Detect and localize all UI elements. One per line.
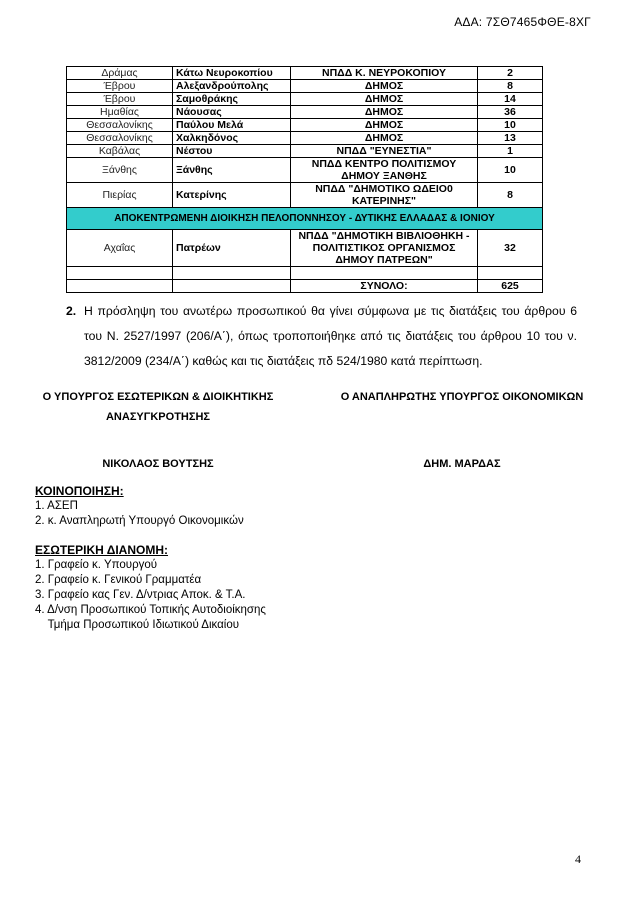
municipality-cell: Νάουσας bbox=[173, 106, 291, 119]
table-row bbox=[67, 145, 543, 158]
prefecture-cell: Θεσσαλονίκης bbox=[67, 132, 173, 145]
paragraph-text: Η πρόσληψη του ανωτέρω προσωπικού θα γίνει σύμφωνα με τις διατάξεις του άρθρου 6 του Ν. 2527/1997 (206/Α΄), όπως τροποποιήθηκε από τις διατάξεις του άρθρου 10 του ν. 3812/2009 (234/Α΄) καθώς και τις διατάξεις πδ 524/1980 κατά περίπτωση. bbox=[84, 304, 577, 368]
positions-cell: 36 bbox=[478, 106, 543, 119]
entity-cell: ΔΗΜΟΣ bbox=[291, 106, 478, 119]
municipality-cell: Αλεξανδρούπολης bbox=[173, 80, 291, 93]
table-row bbox=[67, 93, 543, 106]
ada-code: ΑΔΑ: 7ΣΘ7465ΦΘΕ-8ΧΓ bbox=[454, 15, 591, 29]
list-item: 1. ΑΣΕΠ bbox=[35, 500, 78, 512]
table-row bbox=[67, 119, 543, 132]
table-row bbox=[67, 67, 543, 80]
entity-cell: ΝΠΔΔ "ΔΗΜΟΤΙΚΗ ΒΙΒΛΙΟΘΗΚΗ - ΠΟΛΙΤΙΣΤΙΚΟΣ ΟΡΓΑΝΙΣΜΟΣ ΔΗΜΟΥ ΠΑΤΡΕΩΝ" bbox=[291, 230, 478, 267]
prefecture-cell: Θεσσαλονίκης bbox=[67, 119, 173, 132]
table-row bbox=[67, 158, 543, 183]
positions-cell: 10 bbox=[478, 119, 543, 132]
left-title-2: ΑΝΑΣΥΓΚΡΟΤΗΣΗΣ bbox=[105, 411, 211, 423]
list-item: 1. Γραφείο κ. Υπουργού bbox=[35, 559, 158, 571]
positions-cell: 13 bbox=[478, 132, 543, 145]
paragraph-number: 2. bbox=[66, 304, 77, 318]
municipality-cell: Νέστου bbox=[173, 145, 291, 158]
prefecture-cell: Ξάνθης bbox=[67, 158, 173, 183]
positions-cell: 32 bbox=[478, 230, 543, 267]
positions-cell: 8 bbox=[478, 183, 543, 208]
table-row bbox=[67, 183, 543, 208]
internal-distribution-section bbox=[35, 543, 266, 633]
entity-cell: ΝΠΔΔ Κ. ΝΕΥΡΟΚΟΠΙΟΥ bbox=[291, 67, 478, 80]
municipality-cell: Κάτω Νευροκοπίου bbox=[173, 67, 291, 80]
right-title: Ο ΑΝΑΠΛΗΡΩΤΗΣ ΥΠΟΥΡΓΟΣ ΟΙΚΟΝΟΜΙΚΩΝ bbox=[340, 391, 584, 403]
entity-cell: ΝΠΔΔ "ΔΗΜΟΤΙΚΟ ΩΔΕΙΟ0 ΚΑΤΕΡΙΝΗΣ" bbox=[291, 183, 478, 208]
list-item: 2. κ. Αναπληρωτή Υπουργό Οικονομικών bbox=[35, 515, 244, 527]
list-item: 3. Γραφείο κας Γεν. Δ/ντριας Αποκ. & Τ.Α. bbox=[35, 589, 246, 601]
prefecture-cell: Πιερίας bbox=[67, 183, 173, 208]
total-label: ΣΥΝΟΛΟ: bbox=[291, 280, 478, 293]
entity-cell: ΔΗΜΟΣ bbox=[291, 119, 478, 132]
municipality-cell: Πατρέων bbox=[173, 230, 291, 267]
municipality-cell: Σαμοθράκης bbox=[173, 93, 291, 106]
entity-cell: ΝΠΔΔ "ΕΥΝΕΣΤΙΑ" bbox=[291, 145, 478, 158]
positions-cell: 14 bbox=[478, 93, 543, 106]
table-row bbox=[67, 230, 543, 267]
right-signatory-name: ΔΗΜ. ΜΑΡΔΑΣ bbox=[423, 458, 501, 470]
positions-cell: 1 bbox=[478, 145, 543, 158]
prefecture-cell: Έβρου bbox=[67, 93, 173, 106]
left-title-1: Ο ΥΠΟΥΡΓΟΣ ΕΣΩΤΕΡΙΚΩΝ & ΔΙΟΙΚΗΤΙΚΗΣ bbox=[42, 391, 274, 403]
empty-row bbox=[67, 267, 543, 280]
entity-cell: ΔΗΜΟΣ bbox=[291, 132, 478, 145]
signature-left bbox=[38, 387, 278, 427]
region-row bbox=[67, 208, 543, 230]
left-signatory-name: ΝΙΚΟΛΑΟΣ ΒΟΥΤΣΗΣ bbox=[102, 458, 214, 470]
list-item: 2. Γραφείο κ. Γενικού Γραμματέα bbox=[35, 574, 202, 586]
table-row bbox=[67, 80, 543, 93]
notification-heading: ΚΟΙΝΟΠΟΙΗΣΗ: bbox=[35, 484, 124, 498]
municipality-cell: Κατερίνης bbox=[173, 183, 291, 208]
prefecture-cell: Καβάλας bbox=[67, 145, 173, 158]
entity-cell: ΔΗΜΟΣ bbox=[291, 93, 478, 106]
internal-heading: ΕΣΩΤΕΡΙΚΗ ΔΙΑΝΟΜΗ: bbox=[35, 543, 169, 557]
positions-cell: 2 bbox=[478, 67, 543, 80]
municipality-cell: Ξάνθης bbox=[173, 158, 291, 183]
table-row bbox=[67, 106, 543, 119]
total-value: 625 bbox=[478, 280, 543, 293]
total-row bbox=[67, 280, 543, 293]
positions-cell: 10 bbox=[478, 158, 543, 183]
paragraph-2 bbox=[66, 299, 577, 374]
prefecture-cell: Αχαΐας bbox=[67, 230, 173, 267]
prefecture-cell: Δράμας bbox=[67, 67, 173, 80]
list-item: 4. Δ/νση Προσωπικού Τοπικής Αυτοδιοίκησης bbox=[35, 604, 266, 616]
prefecture-cell: Έβρου bbox=[67, 80, 173, 93]
region-title: ΑΠΟΚΕΝΤΡΩΜΕΝΗ ΔΙΟΙΚΗΣΗ ΠΕΛΟΠΟΝΝΗΣΟΥ - ΔΥΤΙΚΗΣ ΕΛΛΑΔΑΣ & ΙΟΝΙΟΥ bbox=[67, 208, 543, 230]
notification-section bbox=[35, 484, 244, 529]
positions-table bbox=[66, 66, 543, 293]
list-item: Τμήμα Προσωπικού Ιδιωτικού Δικαίου bbox=[35, 619, 240, 631]
page-number: 4 bbox=[575, 852, 581, 866]
prefecture-cell: Ημαθίας bbox=[67, 106, 173, 119]
positions-cell: 8 bbox=[478, 80, 543, 93]
entity-cell: ΝΠΔΔ ΚΕΝΤΡΟ ΠΟΛΙΤΙΣΜΟΥ ΔΗΜΟΥ ΞΑΝΘΗΣ bbox=[291, 158, 478, 183]
table-row bbox=[67, 132, 543, 145]
entity-cell: ΔΗΜΟΣ bbox=[291, 80, 478, 93]
municipality-cell: Παύλου Μελά bbox=[173, 119, 291, 132]
municipality-cell: Χαλκηδόνος bbox=[173, 132, 291, 145]
